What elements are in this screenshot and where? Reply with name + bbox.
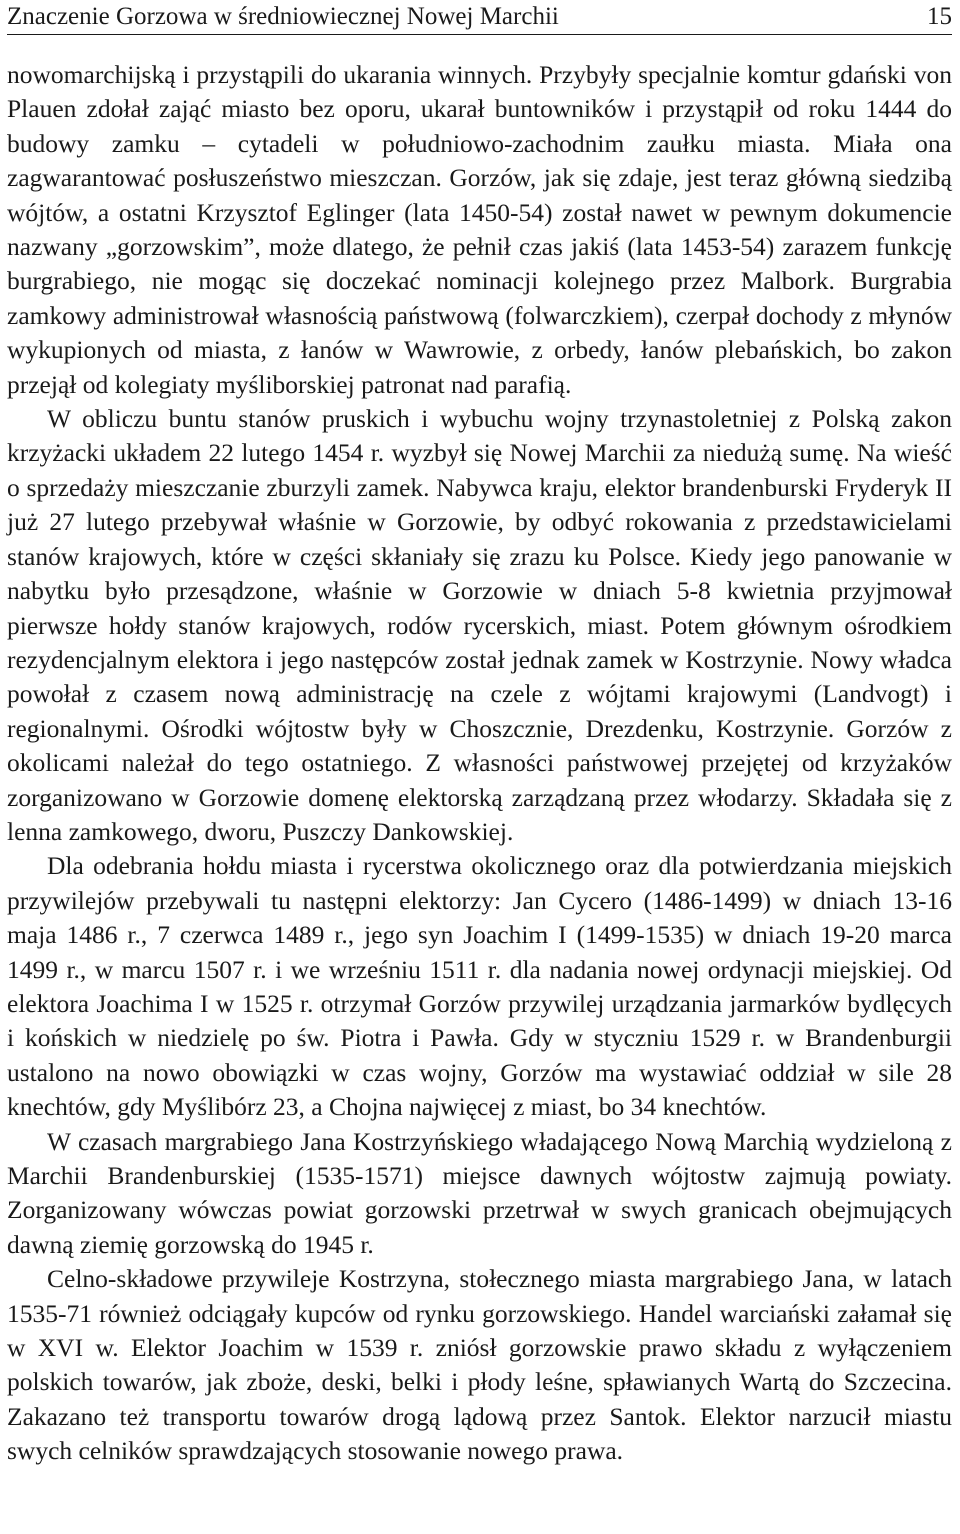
running-title: Znaczenie Gorzowa w średniowiecznej Nowej Marchii [7,3,559,30]
paragraph-3: Dla odebrania hołdu miasta i rycerstwa okolicznego oraz dla potwierdzania miejskich przywilejów przebywali tu następni elektorzy: Jan Cycero (1486-1499) w dniach 13-16 maja 1486 r., 7 czerwca 1489 r., jego syn Joachim I (1499-1535) w dniach 19-20 marca 1499 r., w marcu 1507 r. i we wrześniu 1511 r. dla nadania nowej ordynacji miejskiej. Od elektora Joachima I w 1525 r. otrzymał Gorzów przywilej urządzania jarmarków bydlęcych i końskich w niedzielę po św. Piotra i Pawła. Gdy w styczniu 1529 r. w Brandenburgii ustalono na nowo obowiązki w czas wojny, Gorzów ma wystawiać oddział w sile 28 knechtów, gdy Myślibórz 23, a Chojna najwięcej z miast, bo 34 knechtów. [7,851,952,1122]
paragraph-5: Celno-składowe przywileje Kostrzyna, stołecznego miasta margrabiego Jana, w latach 1535-71 również odciągały kupców od rynku gorzowskiego. Handel warciański załamał się w XVI w. Elektor Joachim w 1539 r. zniósł gorzowskie prawo składu z wyłączeniem polskich towarów, jak zboże, deski, belki i płody leśne, spławianych Wartą do Szczecina. Zakazano też transportu towarów drogą lądową przez Santok. Elektor narzucił miastu swych celników sprawdzających stosowanie nowego prawa. [7,1264,952,1466]
paragraph-4: W czasach margrabiego Jana Kostrzyńskiego władającego Nową Marchią wydzieloną z Marchii Brandenburskiej (1535-1571) miejsce dawnych wójtostw zajmują powiaty. Zorganizowany wówczas powiat gorzowski przetrwał w swych granicach obejmujących dawną ziemię gorzowską do 1945 r. [7,1126,952,1259]
book-page [7,0,952,1469]
paragraph-2: W obliczu buntu stanów pruskich i wybuchu wojny trzynastoletniej z Polską zakon krzyżacki układem 22 lutego 1454 r. wyzbył się Nowej Marchii za niedużą sumę. Na wieść o sprzedaży mieszczanie zburzyli zamek. Nabywca kraju, elektor brandenburski Fryderyk II już 27 lutego przebywał właśnie w Gorzowie, by odbyć rokowania z przedstawicielami stanów krajowych, które w części skłaniały się zrazu ku Polsce. Kiedy jego panowanie w nabytku było przesądzone, właśnie w Gorzowie w dniach 5-8 kwietnia przyjmował pierwsze hołdy stanów krajowych, rodów rycerskich, miast. Potem głównym ośrodkiem rezydencjalnym elektora i jego następców został jednak zamek w Kostrzynie. Nowy władca powołał z czasem nową administrację na czele z wójtami krajowymi (Landvogt) i regionalnymi. Ośrodki wójtostw były w Choszcznie, Drezdenku, Kostrzynie. Gorzów z okolicami należał do tego ostatniego. Z własności państwowej przejętej od krzyżaków zorganizowano w Gorzowie domenę elektorską zarządzaną przez włodarzy. Składała się z lenna zamkowego, dworu, Puszczy Dankowskiej. [7,404,952,846]
paragraph-1: nowomarchijską i przystąpili do ukarania winnych. Przybyły specjalnie komtur gdański von Plauen zdołał zająć miasto bez oporu, ukarał buntowników i przystąpił od roku 1444 do budowy zamku – cytadeli w południowo-zachodnim zaułku miasta. Miała ona zagwarantować posłuszeństwo mieszczan. Gorzów, jak się zdaje, jest teraz główną siedzibą wójtów, a ostatni Krzysztof Eglinger (lata 1450-54) został nawet w pewnym dokumencie nazwany „gorzowskim”, może dlatego, że pełnił czas jakiś (lata 1453-54) zarazem funkcję burgrabiego, nie mogąc się doczekać nominacji kolejnego przez Malbork. Burgrabia zamkowy administrował własnością państwową (folwarczkiem), czerpał dochody z młynów wykupionych od miasta, z łanów w Wawrowie, z orbedy, łanów plebańskich, bo zakon przejął od kolegiaty myśliborskiej patronat nad parafią. [7,60,952,399]
page-number: 15 [927,3,952,30]
body-text [7,58,952,1469]
running-header [7,0,952,35]
